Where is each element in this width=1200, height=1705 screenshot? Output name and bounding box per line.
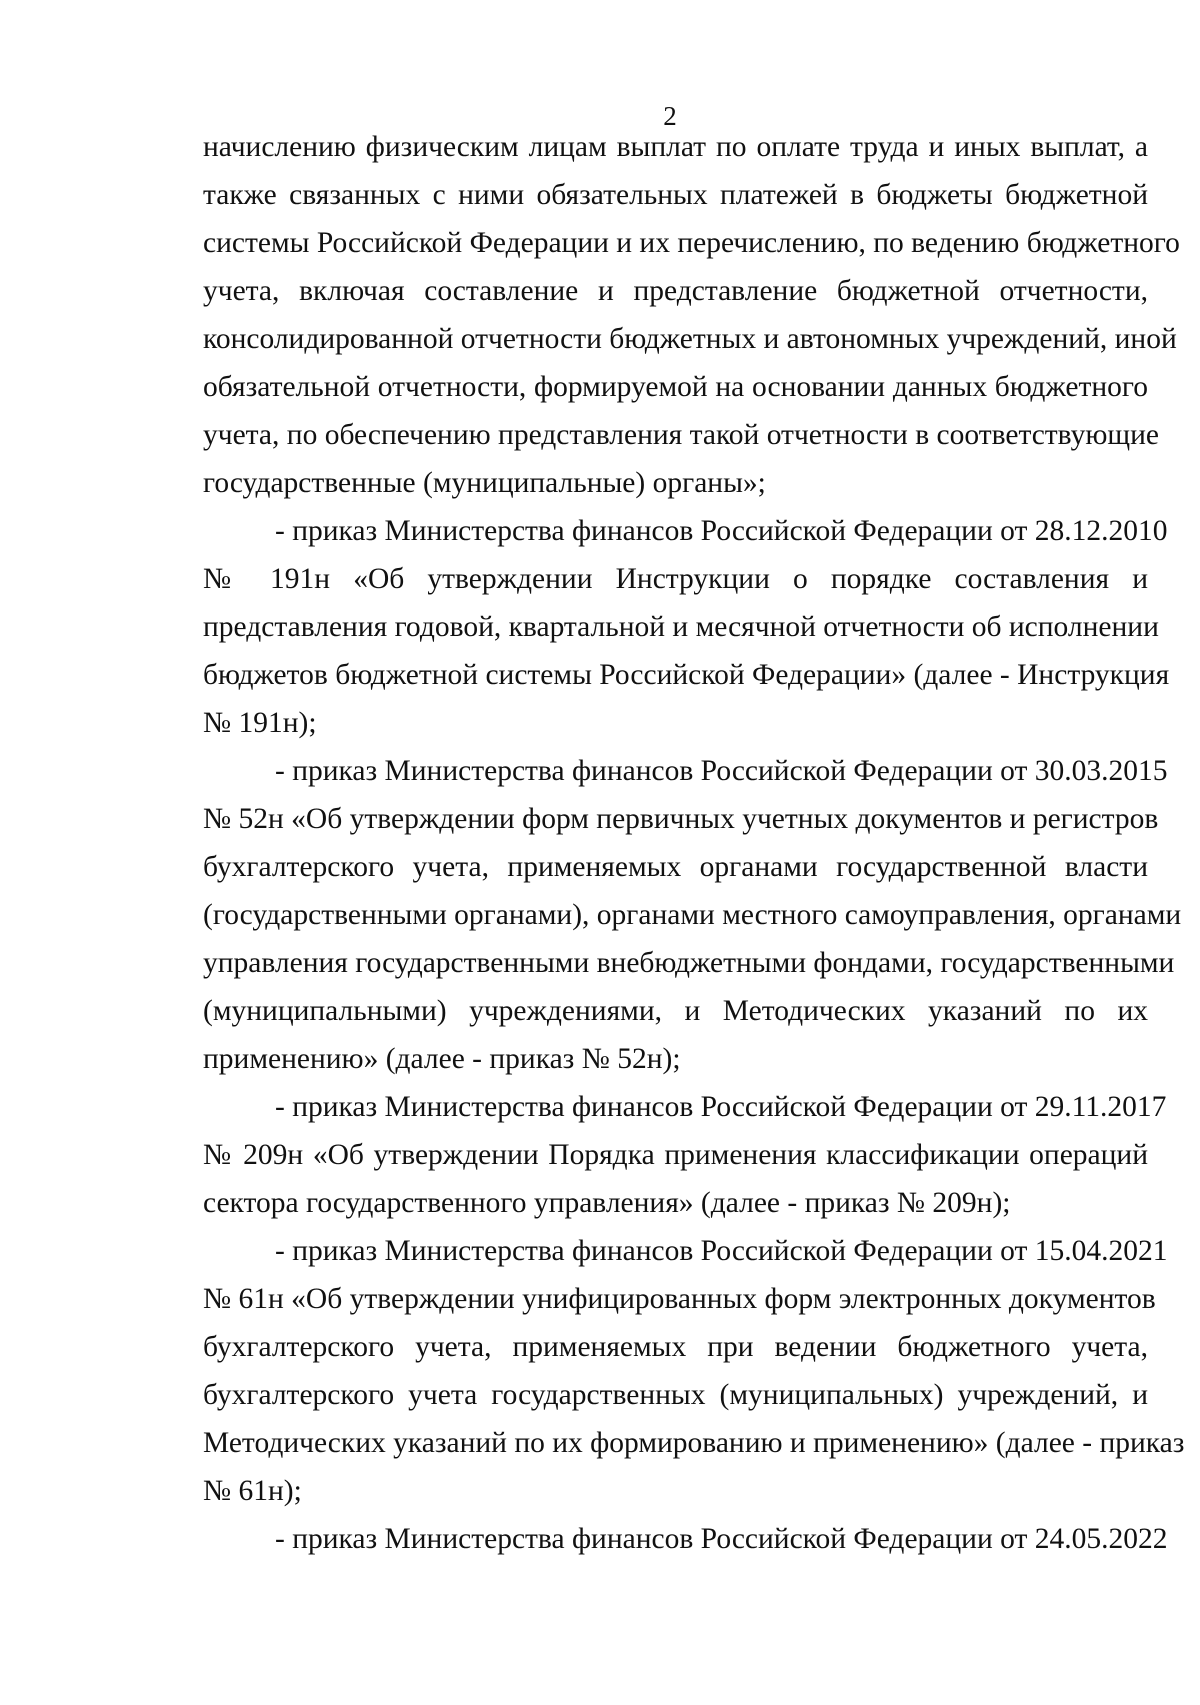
text-line: № 52н «Об утверждении форм первичных учетных документов и регистров: [203, 803, 1159, 835]
text-line: сектора государственного управления» (далее - приказ № 209н);: [203, 1187, 1011, 1219]
text-line: № 191н «Об утверждении Инструкции о порядке составления и: [203, 563, 1148, 595]
text-line: № 191н);: [203, 707, 317, 739]
text-line: бухгалтерского учета государственных (муниципальных) учреждений, и: [203, 1379, 1148, 1411]
text-line: (муниципальными) учреждениями, и Методических указаний по их: [203, 995, 1148, 1027]
text-line: государственные (муниципальные) органы»;: [203, 467, 766, 499]
text-line: - приказ Министерства финансов Российской Федерации от 29.11.2017: [275, 1091, 1167, 1123]
text-line: начислению физическим лицам выплат по оплате труда и иных выплат, а: [203, 131, 1148, 163]
text-line: бухгалтерского учета, применяемых органами государственной власти: [203, 851, 1148, 883]
text-line: обязательной отчетности, формируемой на основании данных бюджетного: [203, 371, 1148, 403]
text-line: бухгалтерского учета, применяемых при ведении бюджетного учета,: [203, 1331, 1148, 1363]
text-line: консолидированной отчетности бюджетных и автономных учреждений, иной: [203, 323, 1177, 355]
text-line: также связанных с ними обязательных платежей в бюджеты бюджетной: [203, 179, 1148, 211]
text-line: - приказ Министерства финансов Российской Федерации от 30.03.2015: [275, 755, 1168, 787]
document-body: [203, 123, 1185, 1563]
text-line: управления государственными внебюджетными фондами, государственными: [203, 947, 1175, 979]
text-line: представления годовой, квартальной и месячной отчетности об исполнении: [203, 611, 1159, 643]
text-line: применению» (далее - приказ № 52н);: [203, 1043, 681, 1075]
text-line: (государственными органами), органами местного самоуправления, органами: [203, 899, 1182, 931]
paragraph-continuation: [203, 123, 1180, 507]
text-line: учета, по обеспечению представления такой отчетности в соответствующие: [203, 419, 1159, 451]
text-line: системы Российской Федерации и их перечислению, по ведению бюджетного: [203, 227, 1180, 259]
list-item-order-191n: [203, 507, 1170, 747]
list-item-order-52n: [203, 747, 1182, 1083]
text-line: № 209н «Об утверждении Порядка применения классификации операций: [203, 1139, 1148, 1171]
text-line: Методических указаний по их формированию и применению» (далее - приказ: [203, 1427, 1185, 1459]
page-number: 2: [663, 101, 677, 131]
list-item-order-209n: [203, 1083, 1167, 1227]
list-item-order-61n: [203, 1227, 1185, 1515]
text-line: № 61н);: [203, 1475, 302, 1507]
text-line: учета, включая составление и представление бюджетной отчетности,: [203, 275, 1148, 307]
text-line: - приказ Министерства финансов Российской Федерации от 24.05.2022: [275, 1523, 1168, 1555]
list-item-order-2022: [203, 1515, 1168, 1563]
text-line: - приказ Министерства финансов Российской Федерации от 28.12.2010: [275, 515, 1168, 547]
text-line: № 61н «Об утверждении унифицированных форм электронных документов: [203, 1283, 1156, 1315]
text-line: - приказ Министерства финансов Российской Федерации от 15.04.2021: [275, 1235, 1168, 1267]
text-line: бюджетов бюджетной системы Российской Федерации» (далее - Инструкция: [203, 659, 1170, 691]
